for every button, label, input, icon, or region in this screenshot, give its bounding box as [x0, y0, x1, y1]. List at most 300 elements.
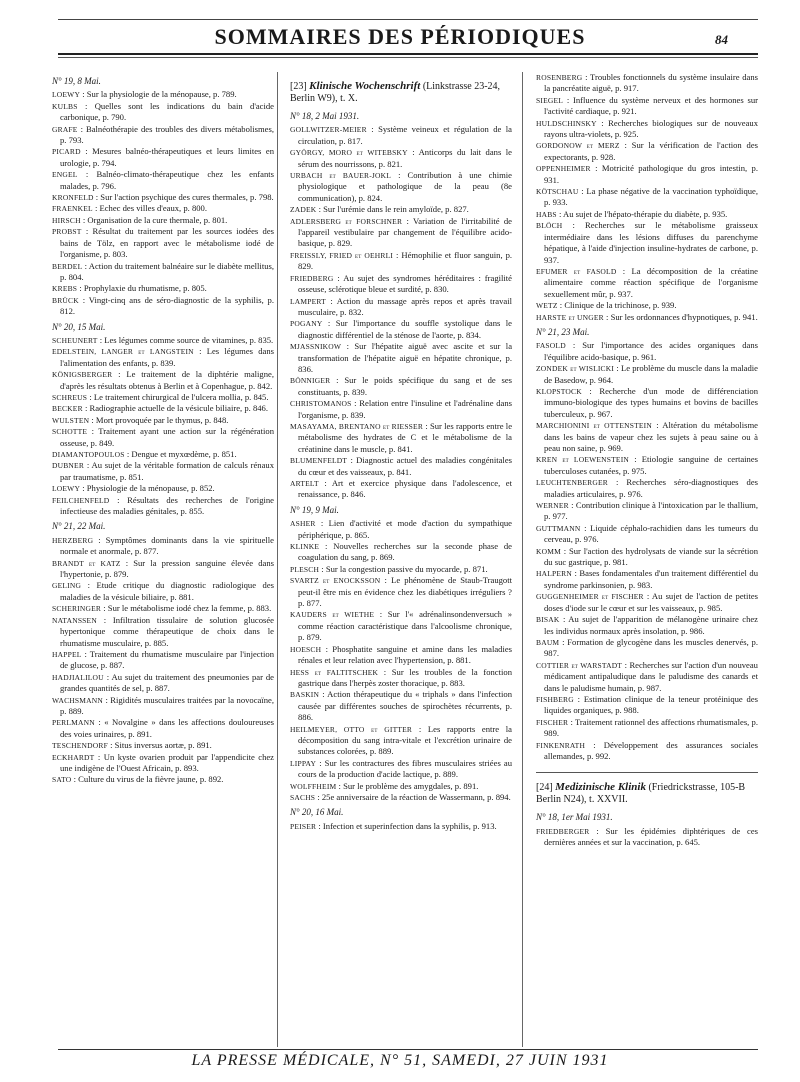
article-title: : Sur la physiologie de la ménopause, p. 789. [82, 89, 237, 100]
article-author: FINKENRATH [536, 740, 586, 750]
article-author: TESCHENDORF [52, 741, 108, 751]
article-entry [536, 312, 758, 323]
issue-heading: N° 19, 8 Mai. [52, 76, 101, 86]
article-entry [290, 724, 512, 758]
article-title: : Recherches séro-diagnostiques des maladies articulaires, p. 976. [544, 477, 758, 499]
article-title: : Symptômes dominants dans la vie spirituelle normale et anormale, p. 877. [60, 534, 274, 557]
article-title: : Mesures balnéo-thérapeutiques et leurs limites en urologie, p. 794. [60, 146, 274, 168]
article-author: SVARTZ et ENOCKSSON [290, 576, 381, 586]
article-author: DIAMANTOPOULOS [52, 450, 125, 459]
article-entry [52, 580, 274, 603]
article-entry [52, 615, 274, 649]
article-author: ENGEL [52, 170, 78, 180]
article-title: : Sur l'hépatite aiguë avec ascite et sur la transformation de l'hépatite aiguë en hépatite chronique, p. 836. [298, 341, 513, 374]
article-entry [52, 295, 274, 318]
article-author: CHRISTOMANOS [290, 399, 352, 409]
article-entry [52, 603, 274, 614]
article-author: BÖNNIGER [290, 376, 331, 386]
article-title: : Traitement du rhumatisme musculaire par l'injection de glucose, p. 887. [60, 648, 274, 671]
article-author: ROSENBERG [536, 73, 583, 82]
article-title: : Sur l'« adrénalinsondenversuch » comme réaction caractéristique dans l'alcoolisme chronique, p. 879. [298, 609, 512, 643]
article-entry [536, 717, 758, 740]
article-author: GRAFE [52, 124, 78, 134]
article-title: : Culture du virus de la fièvre jaune, p. 892. [73, 774, 224, 785]
issue-heading: N° 18, 1er Mai 1931. [536, 812, 613, 823]
article-entry [290, 318, 512, 341]
article-entry [536, 477, 758, 500]
article-entry [536, 266, 758, 300]
article-entry [290, 609, 512, 643]
article-author: DUBNER [52, 461, 85, 471]
article-entry [536, 420, 758, 454]
section-divider [536, 772, 758, 773]
article-entry [52, 460, 274, 483]
article-author: SATO [52, 775, 72, 785]
article-author: LOEWY [52, 90, 81, 100]
article-author: NATANSSEN [52, 615, 97, 625]
article-entry [536, 163, 758, 186]
article-title: : Altération du métabolisme dans les bains de vapeur chez les sujets à peau saine ou à peau non saine, p. 969. [544, 420, 758, 453]
article-entry [536, 220, 758, 266]
article-entry [52, 558, 274, 581]
article-author: PROBST [52, 227, 82, 237]
article-entry [536, 340, 758, 363]
article-author: BLÖCH [536, 221, 563, 231]
article-title: : Le problème du muscle dans la maladie de Basedow, p. 964. [544, 363, 758, 385]
article-entry [290, 518, 512, 541]
article-entry [52, 192, 274, 203]
article-author: ADLERSBERG et FORSCHNER [290, 216, 403, 226]
article-title: : Sur le problème des amygdales, p. 891. [338, 780, 479, 791]
article-entry [52, 215, 274, 226]
article-entry [52, 346, 274, 369]
article-title: : Echec des villes d'eaux, p. 800. [94, 203, 207, 214]
article-author: FASOLD [536, 341, 566, 351]
article-entry [290, 644, 512, 667]
article-author: MASAYAMA, BRENTANO et RIESSER [290, 421, 424, 431]
periodical-name: Klinische Wochenschrift [309, 80, 421, 92]
article-author: FISCHER [536, 717, 569, 727]
article-author: GORDONOW et MERZ [536, 141, 620, 151]
article-entry [290, 273, 512, 296]
article-entry [52, 226, 274, 260]
article-title: : Physiologie de la ménopause, p. 852. [82, 483, 215, 494]
article-entry [52, 649, 274, 672]
article-title: : Au sujet de la véritable formation de calculs rénaux par traumatisme, p. 851. [60, 460, 274, 482]
article-entry [52, 695, 274, 718]
issue-heading: N° 18, 2 Mai 1931. [290, 111, 360, 121]
article-author: ASHER [290, 519, 316, 529]
article-author: BAUM [536, 637, 560, 647]
article-author: HULDSCHINSKY [536, 118, 597, 128]
article-author: HERZBERG [52, 535, 94, 545]
article-entry [536, 740, 758, 763]
article-author: BRANDT et KATZ [52, 558, 121, 568]
article-entry [536, 614, 758, 637]
article-title: : Balnéo-climato-thérapeutique chez les enfants malades, p. 796. [60, 169, 274, 191]
article-author: ECKHARDT [52, 752, 95, 762]
article-title: : Bases fondamentales d'un traitement différentiel du syndrome parkinsonien, p. 983. [544, 568, 758, 590]
article-author: KÖTSCHAU [536, 187, 579, 197]
article-author: GYÖRGY, MORO et WITEBSKY [290, 148, 408, 158]
article-author: HAPPEL [52, 649, 82, 659]
article-title: : Nouvelles recherches sur la seconde phase de coagulation du sang, p. 869. [298, 541, 512, 563]
article-title: : Etiologie sanguine de certaines tuberculoses cutanées, p. 975. [544, 454, 758, 476]
article-title: : Système veineux et régulation de la circulation, p. 817. [298, 124, 512, 146]
article-author: BECKER [52, 404, 83, 414]
article-entry [52, 415, 274, 426]
article-title: : Au sujet de l'apparition de mélanogène urinaire chez les individus normaux après insolation, p. 986. [544, 614, 759, 636]
article-author: WERNER [536, 501, 569, 511]
article-entry [536, 637, 758, 660]
article-author: HIRSCH [52, 215, 81, 225]
article-author: PERLMANN [52, 718, 95, 728]
article-entry [52, 774, 274, 785]
article-title: : Contribution clinique à l'intoxication par le thallium, p. 977. [544, 500, 758, 522]
article-entry [52, 89, 274, 100]
article-entry [290, 375, 512, 398]
article-title: : Sur la pression sanguine élevée dans l'hypertonie, p. 879. [60, 557, 274, 580]
article-entry [52, 203, 274, 214]
article-entry [290, 758, 512, 781]
article-author: KÖNIGSBERGER [52, 370, 113, 380]
article-title: : Quelles sont les indications du bain d'acide carbonique, p. 790. [60, 100, 274, 123]
article-title: : Sur l'action psychique des cures thermales, p. 798. [95, 192, 274, 203]
article-author: MJASSNIKOW [290, 342, 342, 352]
article-entry [52, 369, 274, 392]
article-entry [52, 169, 274, 192]
article-title: : Traitement ayant une action sur la régénération osseuse, p. 849. [60, 426, 274, 448]
article-entry [290, 564, 512, 575]
article-entry [536, 454, 758, 477]
article-author: KOMM [536, 546, 561, 556]
article-title: : Le traitement de la diphtérie maligne, d'après les résultats obtenus à Berlin et à Copenhague, p. 842. [60, 369, 274, 391]
periodical-details: (Friedrickstrasse, 105-B Berlin N24), t. XXVII. [536, 782, 746, 806]
article-title: : Variation de l'irritabilité de l'appareil vestibulaire par changement de l'équilibre acido-basique, p. 829. [298, 215, 513, 249]
periodical-details: (Linkstrasse 23-24, Berlin W9), t. X. [290, 81, 501, 104]
article-entry [536, 363, 758, 386]
header-rule-bottom [58, 57, 758, 58]
article-title: : Influence du système nerveux et des hormones sur l'activité cardiaque, p. 921. [544, 94, 758, 117]
article-title: : Développement des assurances sociales allemandes, p. 992. [544, 739, 758, 761]
article-entry [290, 792, 512, 803]
issue-heading: N° 19, 9 Mai. [290, 504, 339, 515]
article-entry [52, 335, 274, 346]
article-entry [52, 752, 274, 775]
article-author: HEILMEYER, OTTO et GITTER [290, 724, 413, 734]
article-author: GELING [52, 581, 82, 591]
article-author: HADJIALILOU [52, 672, 104, 682]
article-title: : Formation de glycogène dans les muscles denervés, p. 987. [544, 636, 758, 659]
article-title: : Au sujet du traitement des pneumonies par de grandes quantités de sel, p. 887. [60, 671, 274, 694]
issue-heading: N° 20, 16 Mai. [290, 807, 344, 818]
article-author: BERDEL [52, 261, 83, 271]
article-entry [52, 672, 274, 695]
article-author: LEUCHTENBERGER [536, 478, 608, 488]
column-divider-1 [277, 72, 278, 1047]
article-author: FISHBERG [536, 694, 574, 704]
issue-heading: N° 20, 15 Mai. [52, 321, 106, 332]
article-entry [290, 421, 512, 455]
article-entry [52, 535, 274, 558]
periodical-heading [536, 781, 758, 806]
article-title: : Phosphatite sanguine et amine dans les maladies rénales et leur relation avec l'hypertension, p. 881. [298, 643, 512, 666]
article-author: HESS et FALTITSCHEK [290, 667, 379, 677]
article-author: POGANY [290, 319, 323, 329]
article-title: : Recherches biologiques sur de nouveaux rayons ultra-violets, p. 925. [544, 117, 758, 140]
article-title: : Clinique de la trichinose, p. 939. [559, 300, 677, 311]
article-title: : Action du massage après repos et après travail musculaire, p. 832. [298, 295, 512, 317]
article-author: OPPENHEIMER [536, 164, 591, 174]
article-title: : Les légumes dans l'alimentation des enfants, p. 839. [60, 346, 274, 368]
article-entry [536, 500, 758, 523]
article-author: BISAK [536, 615, 560, 625]
article-entry [52, 403, 274, 414]
article-author: EFUMER et FASOLD [536, 266, 617, 276]
article-author: FRAENKEL [52, 204, 93, 214]
article-title: : Un kyste ovarien produit par l'appendicite chez une indigène de l'Ouest Africain, p. 893. [60, 751, 274, 773]
article-title: : Infection et superinfection dans la syphilis, p. 913. [318, 820, 497, 831]
article-entry [536, 209, 758, 220]
article-author: SCHEUNERT [52, 335, 98, 345]
article-title: : Action thérapeutique du « triphals » dans l'infection causée par différentes souches de spirochètes récurrents, p. 886. [298, 689, 512, 723]
issue-heading: N° 21, 23 Mai. [536, 326, 590, 337]
article-entry [536, 660, 758, 694]
article-author: ZONDEK et WISLICKI [536, 364, 615, 374]
article-entry [52, 101, 274, 124]
article-title: : Diagnostic actuel des maladies congénitales du cœur et des vaisseaux, p. 841. [298, 455, 512, 477]
periodical-name: Medizinische Klinik [555, 781, 646, 794]
article-entry [290, 821, 512, 832]
article-entry [290, 781, 512, 792]
article-title: : Le traitement chirurgical de l'ulcera mollia, p. 845. [89, 391, 269, 402]
article-title: : Motricité pathologique du gros intestin, p. 931. [544, 163, 759, 185]
article-title: : Sur les ordonnances d'hypnotiques, p. 941. [606, 311, 758, 322]
article-author: EDELSTEIN, LANGER et LANGSTEIN [52, 347, 194, 357]
article-title: : Sur l'importance des acides organiques dans l'équilibre acido-basique, p. 961. [544, 340, 758, 362]
article-author: KREN et LOEWENSTEIN [536, 455, 630, 465]
article-entry [290, 575, 512, 609]
article-author: FRIEDBERGER [536, 826, 590, 836]
header-rule-thick [58, 53, 758, 55]
article-author: HOESCH [290, 644, 322, 654]
article-title: : Recherches sur l'action d'un nouveau médicament antipaludique dans le paludisme des canards et dans le paludisme humain, p. 987. [544, 659, 758, 693]
article-entry [290, 455, 512, 478]
column-2 [290, 72, 512, 832]
article-title: : « Novalgine » dans les affections douloureuses des voies urinaires, p. 891. [60, 717, 274, 739]
article-entry [536, 386, 758, 420]
article-author: KLOPSTOCK [536, 386, 582, 396]
article-entry [536, 72, 758, 95]
article-title: : Sur l'urémie dans le rein amyloïde, p. 827. [318, 204, 469, 215]
article-title: : Radiographie actuelle de la vésicule biliaire, p. 846. [84, 403, 268, 414]
article-title: : Résultat du traitement par les sources iodées des bains de Tölz, en rapport avec le métabolisme iodé de l'organisme, p. 803. [60, 226, 274, 260]
article-entry [290, 296, 512, 319]
article-entry [290, 147, 512, 170]
article-entry [536, 300, 758, 311]
periodical-heading [290, 80, 512, 105]
article-title: : Sur les troubles de la fonction gastrique dans l'herpès zoster thoracique, p. 883. [298, 666, 512, 688]
article-entry [536, 186, 758, 209]
article-author: SIEGEL [536, 95, 564, 105]
article-author: PEISER [290, 821, 317, 831]
article-title: : La phase négative de la vaccination typhoïdique, p. 933. [544, 186, 758, 208]
article-title: : Sur la congestion passive du myocarde, p. 871. [321, 563, 488, 574]
article-entry [290, 667, 512, 690]
article-title: : Contribution à une chimie physiologique et pathologique de la peau (8e communication), p. 824. [298, 170, 512, 203]
article-author: LOEWY [52, 484, 81, 494]
article-entry [290, 341, 512, 375]
article-title: : Sur la vérification de l'action des expectorants, p. 928. [544, 140, 758, 162]
article-entry [536, 591, 758, 614]
article-author: ZADEK [290, 205, 317, 215]
article-author: GOLLWITZER-MEIER [290, 125, 367, 135]
article-title: : Liquide céphalo-rachidien dans les tumeurs du cerveau, p. 976. [544, 522, 758, 545]
article-entry [52, 449, 274, 460]
article-author: COTTIER et WARSTADT [536, 660, 623, 670]
article-title: : Sur l'importance du souffle systolique dans le diagnostic différentiel de la sténose de l'aorte, p. 834. [298, 318, 512, 340]
periodical-number: [23] [290, 81, 307, 92]
article-title: : Vingt-cinq ans de séro-diagnostic de la syphilis, p. 812. [60, 294, 274, 317]
article-title: : Sur le métabolisme iodé chez la femme, p. 883. [103, 603, 272, 614]
footer-rule [58, 1049, 758, 1050]
article-title: : Balnéothérapie des troubles des divers métabolismes, p. 793. [60, 123, 274, 146]
article-entry [536, 826, 758, 849]
article-title: : Sur l'action des hydrolysats de viande sur la sécrétion du suc gastrique, p. 981. [544, 545, 758, 568]
article-entry [290, 250, 512, 273]
article-author: HARSTE et UNGER [536, 312, 604, 322]
article-title: : Recherche d'un mode de différenciation immuno-biologique des types humains et bovins de bacilles tuberculeux, p. 967. [544, 385, 758, 419]
article-author: PLESCH [290, 564, 320, 574]
article-title: : Mort provoquée par le thymus, p. 848. [91, 414, 229, 425]
page-title: SOMMAIRES DES PÉRIODIQUES [214, 24, 586, 49]
article-entry [52, 495, 274, 518]
article-title: : Prophylaxie du rhumatisme, p. 805. [79, 283, 207, 294]
article-author: KAUDERS et WIETHE [290, 610, 375, 620]
article-title: : Traitement rationnel des affections rhumatismales, p. 989. [544, 716, 758, 739]
article-title: : Sur les rapports entre le métabolisme des hydrates de C et le métabolisme de la créatinine dans le muscle, p. 841. [298, 420, 513, 454]
article-title: : Résultats des recherches de l'origine infectieuse des maladies génitales, p. 855. [60, 494, 274, 517]
article-title: : Hémophilie et fluor sanguin, p. 829. [298, 249, 513, 272]
article-author: HALPERN [536, 569, 572, 579]
article-entry [290, 398, 512, 421]
article-author: SCHERINGER [52, 604, 102, 614]
article-entry [290, 124, 512, 147]
column-3 [536, 72, 758, 849]
article-entry [536, 95, 758, 118]
article-author: LIPPAY [290, 758, 317, 768]
article-title: : Lien d'activité et mode d'action du sympathique périphérique, p. 865. [298, 518, 512, 540]
article-author: BLUMENFELDT [290, 456, 348, 466]
article-author: GUTTMANN [536, 523, 581, 533]
article-author: SACHS [290, 792, 316, 802]
article-title: : Art et exercice physique dans l'adolescence, et renaissance, p. 846. [298, 478, 512, 500]
article-entry [52, 483, 274, 494]
article-author: WOLFFHEIM [290, 781, 337, 791]
article-author: WETZ [536, 301, 558, 311]
article-title: : Les rapports entre la décomposition du sang intra-vitale et l'excrétion urinaire de substances colorées, p. 889. [298, 723, 512, 757]
article-entry [536, 546, 758, 569]
article-title: : Sur les contractures des fibres musculaires striées au cours de la production d'acide lactique, p. 889. [298, 757, 512, 780]
article-title: : Relation entre l'insuline et l'adrénaline dans l'organisme, p. 839. [298, 398, 512, 420]
article-title: : Anticorps du lait dans le sérum des nourrissons, p. 821. [298, 147, 512, 169]
article-title: : Au sujet de l'hépato-thérapie du diabète, p. 935. [558, 208, 728, 219]
article-entry [536, 523, 758, 546]
article-entry [290, 204, 512, 215]
page-footer: LA PRESSE MÉDICALE, N° 51, SAMEDI, 27 JUIN 1931 [191, 1052, 609, 1069]
article-author: ARTELT [290, 479, 319, 488]
article-title: : La décomposition de la créatine alimentaire comme réaction spécifique de l'organisme sexuellement mûr, p. 937. [544, 265, 758, 299]
article-entry [52, 740, 274, 751]
header-rule-top [58, 19, 758, 20]
article-title: : Troubles fonctionnels du système insulaire dans la pancréatite aiguë, p. 917. [544, 72, 758, 94]
article-entry [536, 140, 758, 163]
article-entry [290, 541, 512, 564]
article-author: KRONFELD [52, 193, 94, 203]
article-author: KULBS [52, 101, 78, 111]
article-author: WACHSMANN [52, 695, 103, 705]
article-entry [52, 426, 274, 449]
article-author: BASKIN [290, 690, 320, 700]
article-title: : Les légumes comme source de vitamines, p. 835. [99, 334, 274, 345]
article-author: KREBS [52, 284, 78, 294]
article-entry [52, 392, 274, 403]
article-title: : Le phénomène de Staub-Traugott peut-il être mis en évidence chez les diabétiques irréguliers ? p. 877. [298, 575, 512, 609]
article-author: FEILCHENFELD [52, 495, 110, 505]
article-title: : Au sujet de l'action de petites doses d'iode sur le cœur et sur les vaisseaux, p. 985. [544, 591, 758, 613]
article-author: SCHREUS [52, 392, 88, 402]
article-title: : Sur le poids spécifique du sang et de ses constituants, p. 839. [298, 375, 512, 397]
article-title: : Au sujet des syndromes héréditaires : fragilité osseuse, sclérotique bleue et surdité, p. 830. [298, 272, 512, 295]
article-author: WULSTEN [52, 415, 90, 425]
article-title: : Organisation de la cure thermale, p. 801. [82, 214, 228, 225]
article-author: MARCHIONINI et OTTENSTEIN [536, 421, 652, 431]
article-title: : Estimation clinique de la teneur protéinique des liquides organiques, p. 988. [544, 693, 758, 716]
article-author: FREISSLY, FRIED et OEHRLI [290, 250, 394, 260]
article-author: HABS [536, 209, 557, 219]
article-entry [536, 694, 758, 717]
column-divider-2 [522, 72, 523, 1047]
article-entry [536, 568, 758, 591]
article-title: : Recherches sur le métabolisme graisseux intermédiaire dans les lésions diffuses du parenchyme hépatique, à l'aide d'injection insuline-hydrates de carbone, p. 937. [544, 220, 758, 265]
article-author: LAMPERT [290, 296, 326, 306]
article-title: : Etude critique du diagnostic radiologique des maladies de la vésicule biliaire, p. 881. [60, 580, 274, 602]
article-entry [290, 478, 512, 501]
article-title: : Rigidités musculaires traitées par la novocaïne, p. 889. [60, 694, 275, 716]
article-author: FRIEDBERG [290, 273, 334, 283]
article-entry [536, 118, 758, 141]
article-entry [290, 216, 512, 250]
issue-heading: N° 21, 22 Mai. [52, 521, 106, 532]
article-entry [52, 124, 274, 147]
article-entry [52, 717, 274, 740]
article-author: PICARD [52, 147, 81, 157]
article-entry [290, 170, 512, 204]
article-title: : Situs inversus aortæ, p. 891. [110, 740, 212, 751]
article-entry [52, 283, 274, 294]
periodical-number: [24] [536, 782, 553, 794]
article-entry [52, 261, 274, 284]
article-author: BRÜCK [52, 295, 79, 305]
page-number: 84 [715, 32, 728, 47]
article-author: URBACH et BAUER-JOKL [290, 171, 392, 181]
article-author: GUGGENHEIMER et FISCHER [536, 592, 644, 602]
column-1 [52, 72, 274, 786]
article-author: KLINKE [290, 542, 320, 552]
article-entry [290, 689, 512, 723]
article-title: : Action du traitement balnéaire sur le diabète mellitus, p. 804. [60, 260, 274, 282]
article-title: : Dengue et myxœdème, p. 851. [126, 449, 237, 459]
